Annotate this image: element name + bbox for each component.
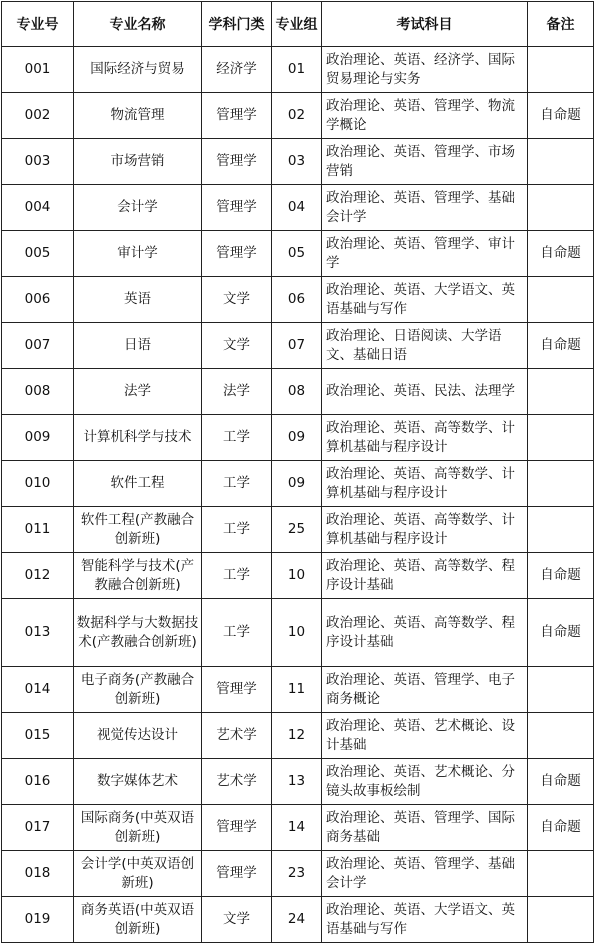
cell-category: 管理学	[202, 851, 272, 897]
cell-name: 商务英语(中英双语创新班)	[74, 897, 202, 943]
table-row	[2, 461, 594, 507]
cell-name: 视觉传达设计	[74, 713, 202, 759]
table-row	[2, 805, 594, 851]
cell-category: 艺术学	[202, 759, 272, 805]
cell-code: 002	[2, 93, 74, 139]
cell-code: 019	[2, 897, 74, 943]
cell-name: 数据科学与大数据技术(产教融合创新班)	[74, 599, 202, 667]
cell-group: 11	[272, 667, 322, 713]
cell-category: 经济学	[202, 47, 272, 93]
table-row	[2, 415, 594, 461]
cell-group: 09	[272, 461, 322, 507]
cell-note	[528, 713, 594, 759]
cell-name: 英语	[74, 277, 202, 323]
cell-note	[528, 277, 594, 323]
cell-subjects: 政治理论、英语、高等数学、程序设计基础	[322, 599, 528, 667]
header-group: 专业组	[272, 2, 322, 47]
cell-category: 管理学	[202, 185, 272, 231]
cell-category: 工学	[202, 553, 272, 599]
cell-subjects: 政治理论、英语、大学语文、英语基础与写作	[322, 897, 528, 943]
table-row	[2, 713, 594, 759]
cell-category: 管理学	[202, 139, 272, 185]
cell-note	[528, 185, 594, 231]
cell-subjects: 政治理论、英语、经济学、国际贸易理论与实务	[322, 47, 528, 93]
table-row	[2, 93, 594, 139]
cell-note: 自命题	[528, 231, 594, 277]
cell-name: 数字媒体艺术	[74, 759, 202, 805]
cell-name: 智能科学与技术(产教融合创新班)	[74, 553, 202, 599]
table-row	[2, 47, 594, 93]
cell-code: 013	[2, 599, 74, 667]
cell-subjects: 政治理论、英语、管理学、审计学	[322, 231, 528, 277]
cell-category: 管理学	[202, 231, 272, 277]
table-row	[2, 323, 594, 369]
table-row	[2, 231, 594, 277]
cell-name: 法学	[74, 369, 202, 415]
cell-category: 艺术学	[202, 713, 272, 759]
cell-note: 自命题	[528, 323, 594, 369]
cell-category: 法学	[202, 369, 272, 415]
cell-category: 工学	[202, 599, 272, 667]
cell-category: 工学	[202, 507, 272, 553]
cell-group: 23	[272, 851, 322, 897]
cell-category: 管理学	[202, 805, 272, 851]
table-row	[2, 667, 594, 713]
cell-note	[528, 461, 594, 507]
cell-name: 软件工程	[74, 461, 202, 507]
cell-name: 计算机科学与技术	[74, 415, 202, 461]
cell-note	[528, 139, 594, 185]
cell-group: 09	[272, 415, 322, 461]
cell-category: 文学	[202, 323, 272, 369]
cell-group: 07	[272, 323, 322, 369]
cell-subjects: 政治理论、英语、管理学、市场营销	[322, 139, 528, 185]
cell-subjects: 政治理论、英语、管理学、电子商务概论	[322, 667, 528, 713]
cell-group: 10	[272, 553, 322, 599]
table-row	[2, 599, 594, 667]
table-row	[2, 185, 594, 231]
cell-category: 文学	[202, 897, 272, 943]
cell-group: 25	[272, 507, 322, 553]
cell-subjects: 政治理论、英语、管理学、基础会计学	[322, 185, 528, 231]
cell-subjects: 政治理论、英语、大学语文、英语基础与写作	[322, 277, 528, 323]
table-row	[2, 553, 594, 599]
cell-note	[528, 47, 594, 93]
cell-code: 014	[2, 667, 74, 713]
cell-subjects: 政治理论、英语、艺术概论、分镜头故事板绘制	[322, 759, 528, 805]
header-name: 专业名称	[74, 2, 202, 47]
cell-note: 自命题	[528, 553, 594, 599]
cell-code: 007	[2, 323, 74, 369]
cell-note: 自命题	[528, 805, 594, 851]
cell-name: 物流管理	[74, 93, 202, 139]
cell-category: 工学	[202, 415, 272, 461]
cell-group: 06	[272, 277, 322, 323]
table-row	[2, 369, 594, 415]
table-row	[2, 759, 594, 805]
cell-note: 自命题	[528, 759, 594, 805]
cell-code: 011	[2, 507, 74, 553]
cell-group: 24	[272, 897, 322, 943]
cell-note	[528, 369, 594, 415]
cell-subjects: 政治理论、日语阅读、大学语文、基础日语	[322, 323, 528, 369]
cell-code: 012	[2, 553, 74, 599]
header-subjects: 考试科目	[322, 2, 528, 47]
table-row	[2, 277, 594, 323]
cell-subjects: 政治理论、英语、高等数学、计算机基础与程序设计	[322, 507, 528, 553]
cell-note: 自命题	[528, 93, 594, 139]
cell-category: 管理学	[202, 667, 272, 713]
table-row	[2, 851, 594, 897]
cell-code: 006	[2, 277, 74, 323]
cell-name: 国际经济与贸易	[74, 47, 202, 93]
cell-name: 市场营销	[74, 139, 202, 185]
cell-group: 13	[272, 759, 322, 805]
cell-name: 软件工程(产教融合创新班)	[74, 507, 202, 553]
cell-group: 08	[272, 369, 322, 415]
cell-name: 审计学	[74, 231, 202, 277]
cell-code: 003	[2, 139, 74, 185]
cell-group: 02	[272, 93, 322, 139]
cell-code: 015	[2, 713, 74, 759]
admission-table	[1, 1, 594, 943]
table-row	[2, 139, 594, 185]
header-code: 专业号	[2, 2, 74, 47]
cell-group: 05	[272, 231, 322, 277]
header-category: 学科门类	[202, 2, 272, 47]
cell-code: 010	[2, 461, 74, 507]
cell-code: 009	[2, 415, 74, 461]
cell-note	[528, 667, 594, 713]
cell-category: 工学	[202, 461, 272, 507]
cell-code: 004	[2, 185, 74, 231]
cell-note	[528, 415, 594, 461]
cell-name: 会计学	[74, 185, 202, 231]
cell-subjects: 政治理论、英语、高等数学、计算机基础与程序设计	[322, 415, 528, 461]
cell-group: 01	[272, 47, 322, 93]
cell-note	[528, 507, 594, 553]
cell-note	[528, 851, 594, 897]
cell-group: 03	[272, 139, 322, 185]
cell-code: 001	[2, 47, 74, 93]
cell-group: 10	[272, 599, 322, 667]
cell-subjects: 政治理论、英语、管理学、国际商务基础	[322, 805, 528, 851]
cell-subjects: 政治理论、英语、高等数学、计算机基础与程序设计	[322, 461, 528, 507]
cell-subjects: 政治理论、英语、管理学、物流学概论	[322, 93, 528, 139]
cell-category: 管理学	[202, 93, 272, 139]
cell-group: 04	[272, 185, 322, 231]
header-row	[2, 2, 594, 47]
cell-subjects: 政治理论、英语、高等数学、程序设计基础	[322, 553, 528, 599]
cell-subjects: 政治理论、英语、艺术概论、设计基础	[322, 713, 528, 759]
table-body	[2, 47, 594, 943]
cell-category: 文学	[202, 277, 272, 323]
cell-group: 14	[272, 805, 322, 851]
table-row	[2, 897, 594, 943]
table-header	[2, 2, 594, 47]
cell-note	[528, 897, 594, 943]
cell-name: 会计学(中英双语创新班)	[74, 851, 202, 897]
cell-name: 电子商务(产教融合创新班)	[74, 667, 202, 713]
cell-code: 016	[2, 759, 74, 805]
cell-subjects: 政治理论、英语、民法、法理学	[322, 369, 528, 415]
cell-subjects: 政治理论、英语、管理学、基础会计学	[322, 851, 528, 897]
cell-code: 005	[2, 231, 74, 277]
header-note: 备注	[528, 2, 594, 47]
cell-note: 自命题	[528, 599, 594, 667]
cell-group: 12	[272, 713, 322, 759]
cell-code: 017	[2, 805, 74, 851]
table-row	[2, 507, 594, 553]
cell-name: 国际商务(中英双语创新班)	[74, 805, 202, 851]
cell-name: 日语	[74, 323, 202, 369]
cell-code: 008	[2, 369, 74, 415]
cell-code: 018	[2, 851, 74, 897]
